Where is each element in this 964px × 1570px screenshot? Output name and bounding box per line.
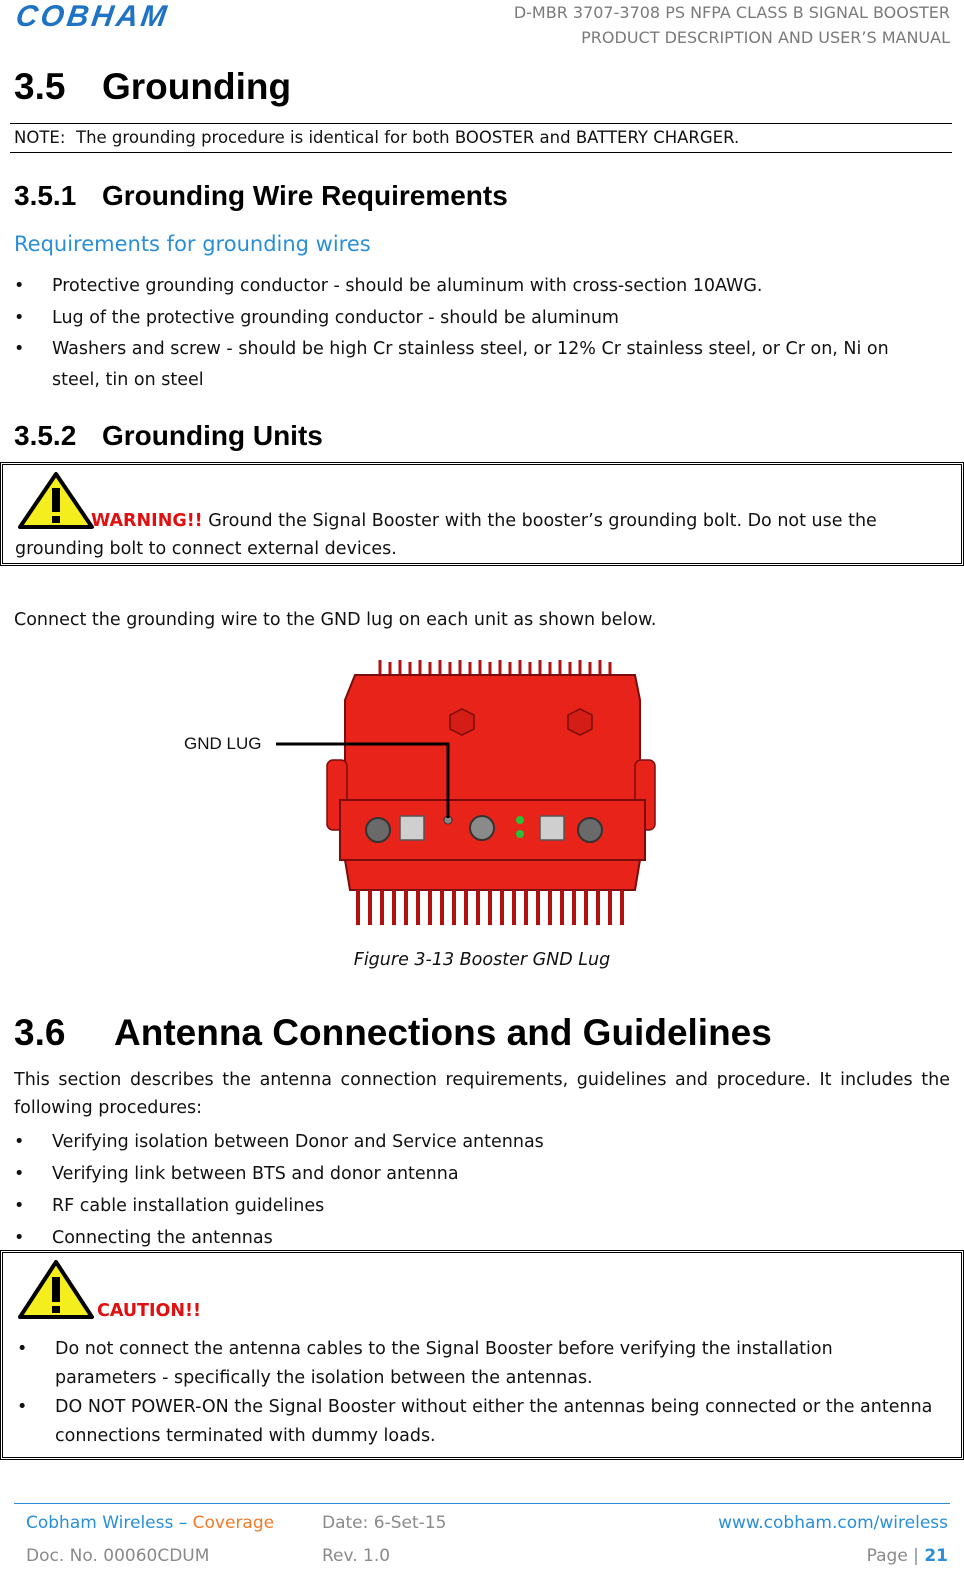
list-item: • Lug of the protective grounding conductor - should be aluminum [14, 302, 942, 334]
warning-box [0, 462, 964, 566]
list-item: • Do not connect the antenna cables to the Signal Booster before verifying the installation parameters - specifically the isolation between the antennas. [17, 1335, 939, 1393]
section-3-5-2-heading: 3.5.2 Grounding Units [14, 420, 323, 451]
warning-text [15, 507, 941, 563]
footer-website[interactable]: www.cobham.com/wireless [718, 1513, 948, 1533]
list-item: • Verifying link between BTS and donor antenna [14, 1158, 942, 1190]
list-item: • DO NOT POWER-ON the Signal Booster without either the antennas being connected or the antenna connections terminated with dummy loads. [17, 1393, 939, 1451]
section-3-6-heading: 3.6 Antenna Connections and Guidelines [14, 1012, 772, 1053]
caution-word: CAUTION!! [97, 1301, 201, 1321]
section-3-5-1-heading: 3.5.1 Grounding Wire Requirements [14, 180, 508, 211]
grounding-instruction: Connect the grounding wire to the GND lug on each unit as shown below. [14, 610, 657, 630]
cobham-logo: COBHAM [13, 0, 172, 33]
footer-page: Page | 21 [866, 1546, 948, 1566]
caution-icon [17, 1259, 95, 1321]
figure-caption: Figure 3-13 Booster GND Lug [353, 950, 611, 970]
list-item: • Verifying isolation between Donor and Service antennas [14, 1126, 942, 1158]
antenna-port-right [578, 818, 602, 842]
caution-list [17, 1335, 939, 1451]
list-item: • RF cable installation guidelines [14, 1190, 942, 1222]
booster-gnd-lug-figure [180, 640, 680, 940]
note-text: The grounding procedure is identical for both BOOSTER and BATTERY CHARGER. [76, 128, 740, 147]
grounding-wire-list [14, 270, 942, 396]
section-3-5-heading: 3.5 Grounding [14, 66, 292, 107]
footer-company: Cobham Wireless – Coverage [26, 1513, 275, 1533]
footer-doc-no: Doc. No. 00060CDUM [26, 1546, 210, 1566]
list-item: • Washers and screw - should be high Cr stainless steel, or 12% Cr stainless steel, or Cr on, Ni on steel, tin on steel [14, 334, 942, 396]
heat-sink-fins-bottom [358, 890, 622, 925]
doc-title-line1: D-MBR 3707-3708 PS NFPA CLASS B SIGNAL BOOSTER [513, 3, 950, 22]
list-item: • Protective grounding conductor - should be aluminum with cross-section 10AWG. [14, 270, 942, 302]
procedures-list [14, 1126, 942, 1254]
warning-message: Ground the Signal Booster with the booster’s grounding bolt. Do not use the grounding bolt to connect external devices. [15, 511, 877, 559]
doc-title-line2: PRODUCT DESCRIPTION AND USER’S MANUAL [581, 28, 950, 47]
antenna-port-left [366, 818, 390, 842]
note-box [10, 123, 952, 153]
section-3-6-intro: This section describes the antenna connection requirements, guidelines and procedure. It includes the following procedures: [14, 1070, 950, 1118]
footer-rev: Rev. 1.0 [322, 1546, 391, 1566]
note-label: NOTE: [14, 128, 66, 147]
document-header [514, 0, 950, 50]
footer-date: Date: 6-Set-15 [322, 1513, 447, 1533]
footer-divider [14, 1503, 950, 1504]
warning-word: WARNING!! [91, 511, 203, 531]
subheading-grounding-wires: Requirements for grounding wires [14, 232, 371, 256]
list-item: • Connecting the antennas [14, 1222, 942, 1254]
caution-box [0, 1250, 964, 1460]
gnd-lug-label: GND LUG [184, 734, 262, 753]
